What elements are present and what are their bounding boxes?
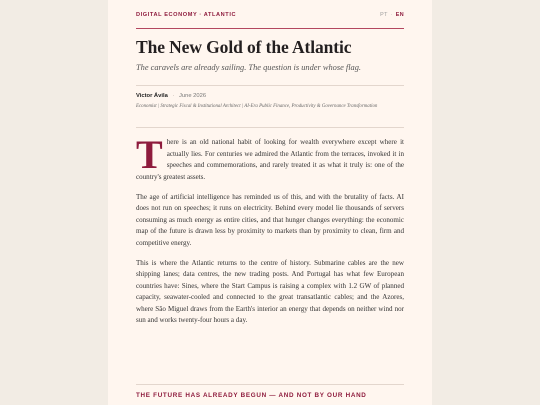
paragraph-1-text: here is an old national habit of looking for wealth everywhere except where it actually lies. For centuries we admired the Atlantic from the terraces, invoked it in speeches and commemorations, and rarely treated it as what it truly is: one of the country's greatest assets.: [136, 138, 404, 181]
byline-rule-bottom: [136, 127, 404, 128]
byline-rule-top: [136, 85, 404, 86]
byline-separator: ·: [172, 93, 175, 99]
byline: [136, 93, 404, 99]
paragraph-1: [136, 132, 404, 183]
header-rule: [136, 28, 404, 29]
lang-pt-link[interactable]: PT: [380, 12, 388, 18]
article-page: [108, 0, 432, 405]
publish-date: June 2026: [178, 93, 207, 99]
lang-en-link[interactable]: EN: [395, 12, 404, 18]
top-bar: [136, 12, 404, 22]
lang-separator: ·: [390, 12, 393, 18]
author-name: Victor Ávila: [136, 93, 168, 99]
author-bio: Economist | Strategic Fiscal & Institutional Architect | AI-Era Public Finance, Productivity & Governance Transformation: [136, 104, 378, 109]
section-heading: THE FUTURE HAS ALREADY BEGUN — AND NOT BY OUR HAND: [136, 392, 367, 399]
language-switcher: [380, 12, 404, 18]
paragraph-2: The age of artificial intelligence has reminded us of this, and with the brutality of facts. AI does not run on speeches; it runs on electricity. Behind every model lie thousands of servers consuming as much energy as entire cities, and that hunger changes everything: the economic map of the future is drawn less by proximity to markets than by proximity to clean, firm and competitive energy.: [136, 192, 404, 247]
article-body: [136, 132, 404, 335]
section-rule: [136, 384, 404, 385]
section-kicker: DIGITAL ECONOMY · ATLANTIC: [136, 12, 237, 18]
article-subtitle: The caravels are already sailing. The question is under whose flag.: [136, 63, 362, 72]
article-title: The New Gold of the Atlantic: [136, 37, 352, 57]
paragraph-3: This is where the Atlantic returns to the centre of history. Submarine cables are the new shipping lanes; data centres, the new trading posts. And Portugal has what few European countries have: Sines, where the Start Campus is raising a complex with 1.2 GW of planned capacity, seawater-cooled and connected to the great transatlantic cables; and the Azores, where São Miguel draws from the Earth's interior an energy that depends on neither wind nor sun and works twenty-four hours a day.: [136, 258, 404, 324]
drop-cap: T: [136, 132, 163, 177]
